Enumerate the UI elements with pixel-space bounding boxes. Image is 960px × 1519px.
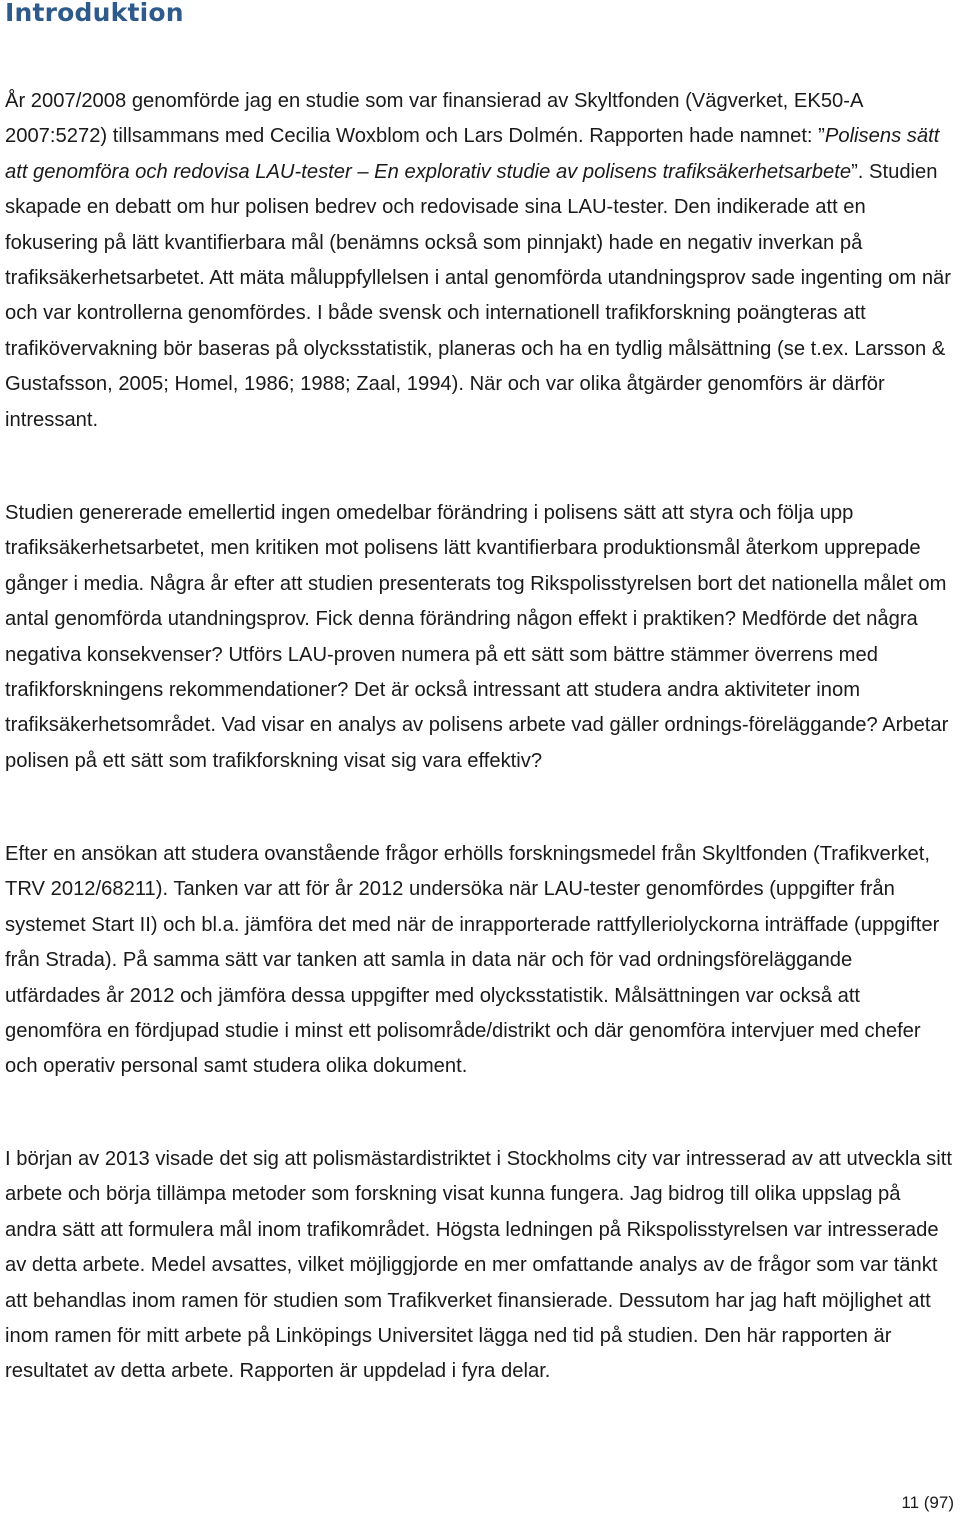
page-number: 11 (97) bbox=[901, 1493, 954, 1512]
section-heading: Introduktion bbox=[5, 0, 184, 27]
paragraph-4: I början av 2013 visade det sig att polismästardistriktet i Stockholms city var intresserad av att utveckla sitt arbete och börja tillämpa metoder som forskning visat kunna fungera. Jag bidrog till olika uppslag på andra sätt att formulera mål inom trafikområdet. Högsta ledningen på Rikspolisstyrelsen var intresserade av detta arbete. Medel avsattes, vilket möjliggjorde en mer omfattande analys av de frågor som var tänkt att behandlas inom ramen för studien som Trafikverket finansierade. Dessutom har jag haft möjlighet att inom ramen för mitt arbete på Linköpings Universitet lägga ned tid på studien. Den här rapporten är resultatet av detta arbete. Rapporten är uppdelad i fyra delar. bbox=[5, 1148, 952, 1383]
paragraph-1-text-a: År 2007/2008 genomförde jag en studie som var finansierad av Skyltfonden (Vägverket, EK50-A 2007:5272) tillsammans med Cecilia Woxblom och Lars Dolmén. Rapporten hade namnet: ” bbox=[5, 90, 863, 148]
paragraph-3: Efter en ansökan att studera ovanstående frågor erhölls forskningsmedel från Skyltfonden (Trafikverket, TRV 2012/68211). Tanken var att för år 2012 undersöka när LAU-tester genomfördes (uppgifter från systemet Start II) och bl.a. jämföra det med när de inrapporterade rattfylleriolyckorna inträffade (uppgifter från Strada). På samma sätt var tanken att samla in data när och för vad ordningsföreläggande utfärdades år 2012 och jämföra dessa uppgifter med olycksstatistik. Målsättningen var också att genomföra en fördjupad studie i minst ett polisområde/distrikt och där genomföra intervjuer med chefer och operativ personal samt studera olika dokument. bbox=[5, 843, 940, 1078]
paragraph-2: Studien genererade emellertid ingen omedelbar förändring i polisens sätt att styra och följa upp trafiksäkerhetsarbetet, men kritiken mot polisens lätt kvantifierbara produktionsmål återkom upprepade gånger i media. Några år efter att studien presenterats tog Rikspolisstyrelsen bort det nationella målet om antal genomförda utandningsprov. Fick denna förändring någon effekt i praktiken? Medförde det några negativa konsekvenser? Utförs LAU-proven numera på ett sätt som bättre stämmer överrens med trafikforskningens rekommendationer? Det är också intressant att studera andra aktiviteter inom trafiksäkerhetsområdet. Vad visar en analys av polisens arbete vad gäller ordnings-föreläggande? Arbetar polisen på ett sätt som trafikforskning visat sig vara effektiv? bbox=[5, 502, 949, 772]
paragraph-1-text-b: ”. Studien skapade en debatt om hur polisen bedrev och redovisade sina LAU-tester. Den indikerade att en fokusering på lätt kvantifierbara mål (benämns också som pinnjakt) hade en negativ inverkan på trafiksäkerhetsarbetet. Att mäta måluppfyllelsen i antal genomförda utandningsprov sade ingenting om när och var kontrollerna genomfördes. I både svensk och internationell trafikforskning poängteras att trafikövervakning bör baseras på olycksstatistik, planeras och ha en tydlig målsättning (se t.ex. Larsson & Gustafsson, 2005; Homel, 1986; 1988; Zaal, 1994). När och var olika åtgärder genomförs är därför intressant. bbox=[5, 160, 952, 431]
paragraph-1 bbox=[5, 84, 953, 438]
report-title: Polisens sätt att genomföra och redovisa LAU-tester – En explorativ studie av polisens trafiksäkerhetsarbete bbox=[5, 125, 940, 183]
